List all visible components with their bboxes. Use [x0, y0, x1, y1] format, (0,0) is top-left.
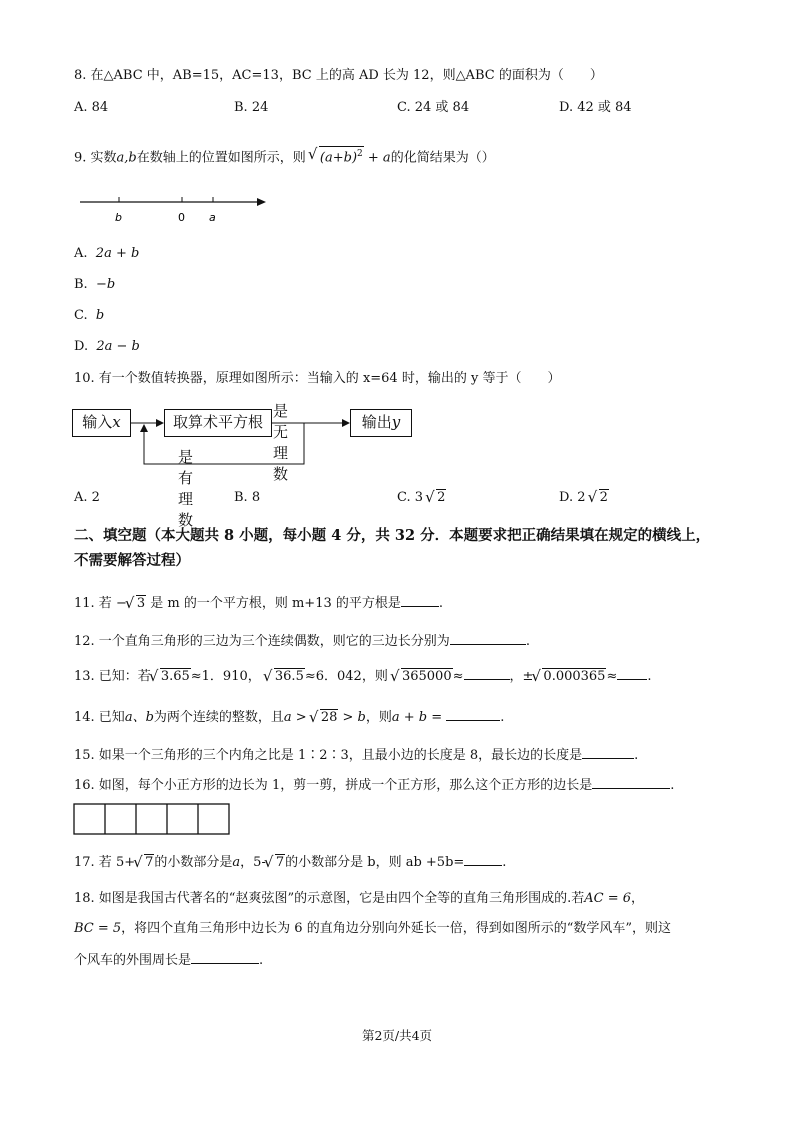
q9-option-b: B. −b [74, 277, 116, 292]
axis-label-b: b [115, 211, 122, 224]
input-box: 输入x [72, 409, 131, 437]
axis-label-0: 0 [178, 211, 185, 224]
rational-label: 是有理数 [178, 448, 194, 529]
q10-option-b: B. 8 [234, 490, 261, 505]
q16: 16. 如图，每个小正方形的边长为 1，剪一剪，拼成一个正方形，那么这个正方形的边长是 . [74, 775, 674, 795]
q8-option-a: A. 84 [74, 100, 109, 115]
q17: 17. 若 5+√ 7的小数部分是a，5-√ 7的小数部分是 b，则 ab +5b= . [74, 852, 506, 872]
q10-option-c: C. 3 √ 2 [397, 489, 446, 507]
axis-label-a: a [209, 211, 216, 224]
q13-answer-blank-1[interactable] [464, 666, 510, 680]
five-squares-figure [73, 803, 233, 836]
q8-stem: 8. 在△ABC 中，AB=15，AC=13，BC 上的高 AD 长为 12，则△ABC 的面积为（ ） [74, 68, 603, 83]
q11-answer-blank[interactable] [401, 593, 439, 607]
q14: 14. 已知a、b为两个连续的整数，且a > √ 28 > b，则a + b = . [74, 707, 504, 727]
q18-line-3: 个风车的外围周长是 . [74, 950, 263, 970]
q9-option-c: C. b [74, 308, 105, 323]
q13-answer-blank-2[interactable] [617, 666, 647, 680]
q12: 12. 一个直角三角形的三边为三个连续偶数，则它的三边长分别为 . [74, 631, 530, 651]
q9-stem: 9. 实数a,b在数轴上的位置如图所示，则 √ $(a+b)^2 + a$的化简结果为（） [74, 146, 495, 167]
q16-answer-blank[interactable] [592, 775, 670, 789]
page-footer: 第2页/共4页 [361, 1028, 433, 1043]
irrational-label: 是无理数 [273, 402, 289, 483]
q18-answer-blank[interactable] [191, 950, 259, 964]
q12-answer-blank[interactable] [450, 631, 526, 645]
q17-answer-blank[interactable] [464, 852, 502, 866]
number-line [80, 192, 270, 224]
q10-stem: 10. 有一个数值转换器，原理如图所示：当输入的 x=64 时，输出的 y 等于（ ） [74, 371, 561, 386]
q8-option-b: B. 24 [234, 100, 269, 115]
q11: 11. 若 −√ 3 是 m 的一个平方根，则 m+13 的平方根是 . [74, 593, 443, 613]
q10-option-d: D. 2 √ 2 [559, 489, 609, 507]
q14-answer-blank[interactable] [446, 707, 500, 721]
output-box: 输出y [350, 409, 412, 437]
sqrt-process-box: 取算术平方根 [164, 409, 272, 437]
section-2-heading: 二、填空题（本大题共 8 小题，每小题 4 分，共 32 分．本题要求把正确结果填在规定的横线上，不需要解答过程） [74, 527, 711, 569]
q8-option-c: C. 24 或 84 [397, 100, 470, 115]
q8-option-d: D. 42 或 84 [559, 100, 632, 115]
q9-option-a: A. 2a + b [74, 246, 140, 261]
q18-line-2: BC = 5，将四个直角三角形中边长为 6 的直角边分别向外延长一倍，得到如图所示的“数学风车”，则这 [74, 921, 672, 936]
q18-line-1: 18. 如图是我国古代著名的“赵爽弦图”的示意图，它是由四个全等的直角三角形围成的.若AC = 6， [74, 891, 645, 906]
q15-answer-blank[interactable] [582, 745, 634, 759]
q9-option-d: D. 2a − b [74, 339, 140, 354]
q13: 13. 已知：若√ 3.65≈1．910， √ 36.5≈6．042，则 √ 365000≈ ，±√ 0.000365≈ . [74, 666, 652, 686]
q15: 15. 如果一个三角形的三个内角之比是 1∶2∶3，且最小边的长度是 8，最长边的长度是 . [74, 745, 638, 765]
q10-option-a: A. 2 [74, 490, 100, 505]
